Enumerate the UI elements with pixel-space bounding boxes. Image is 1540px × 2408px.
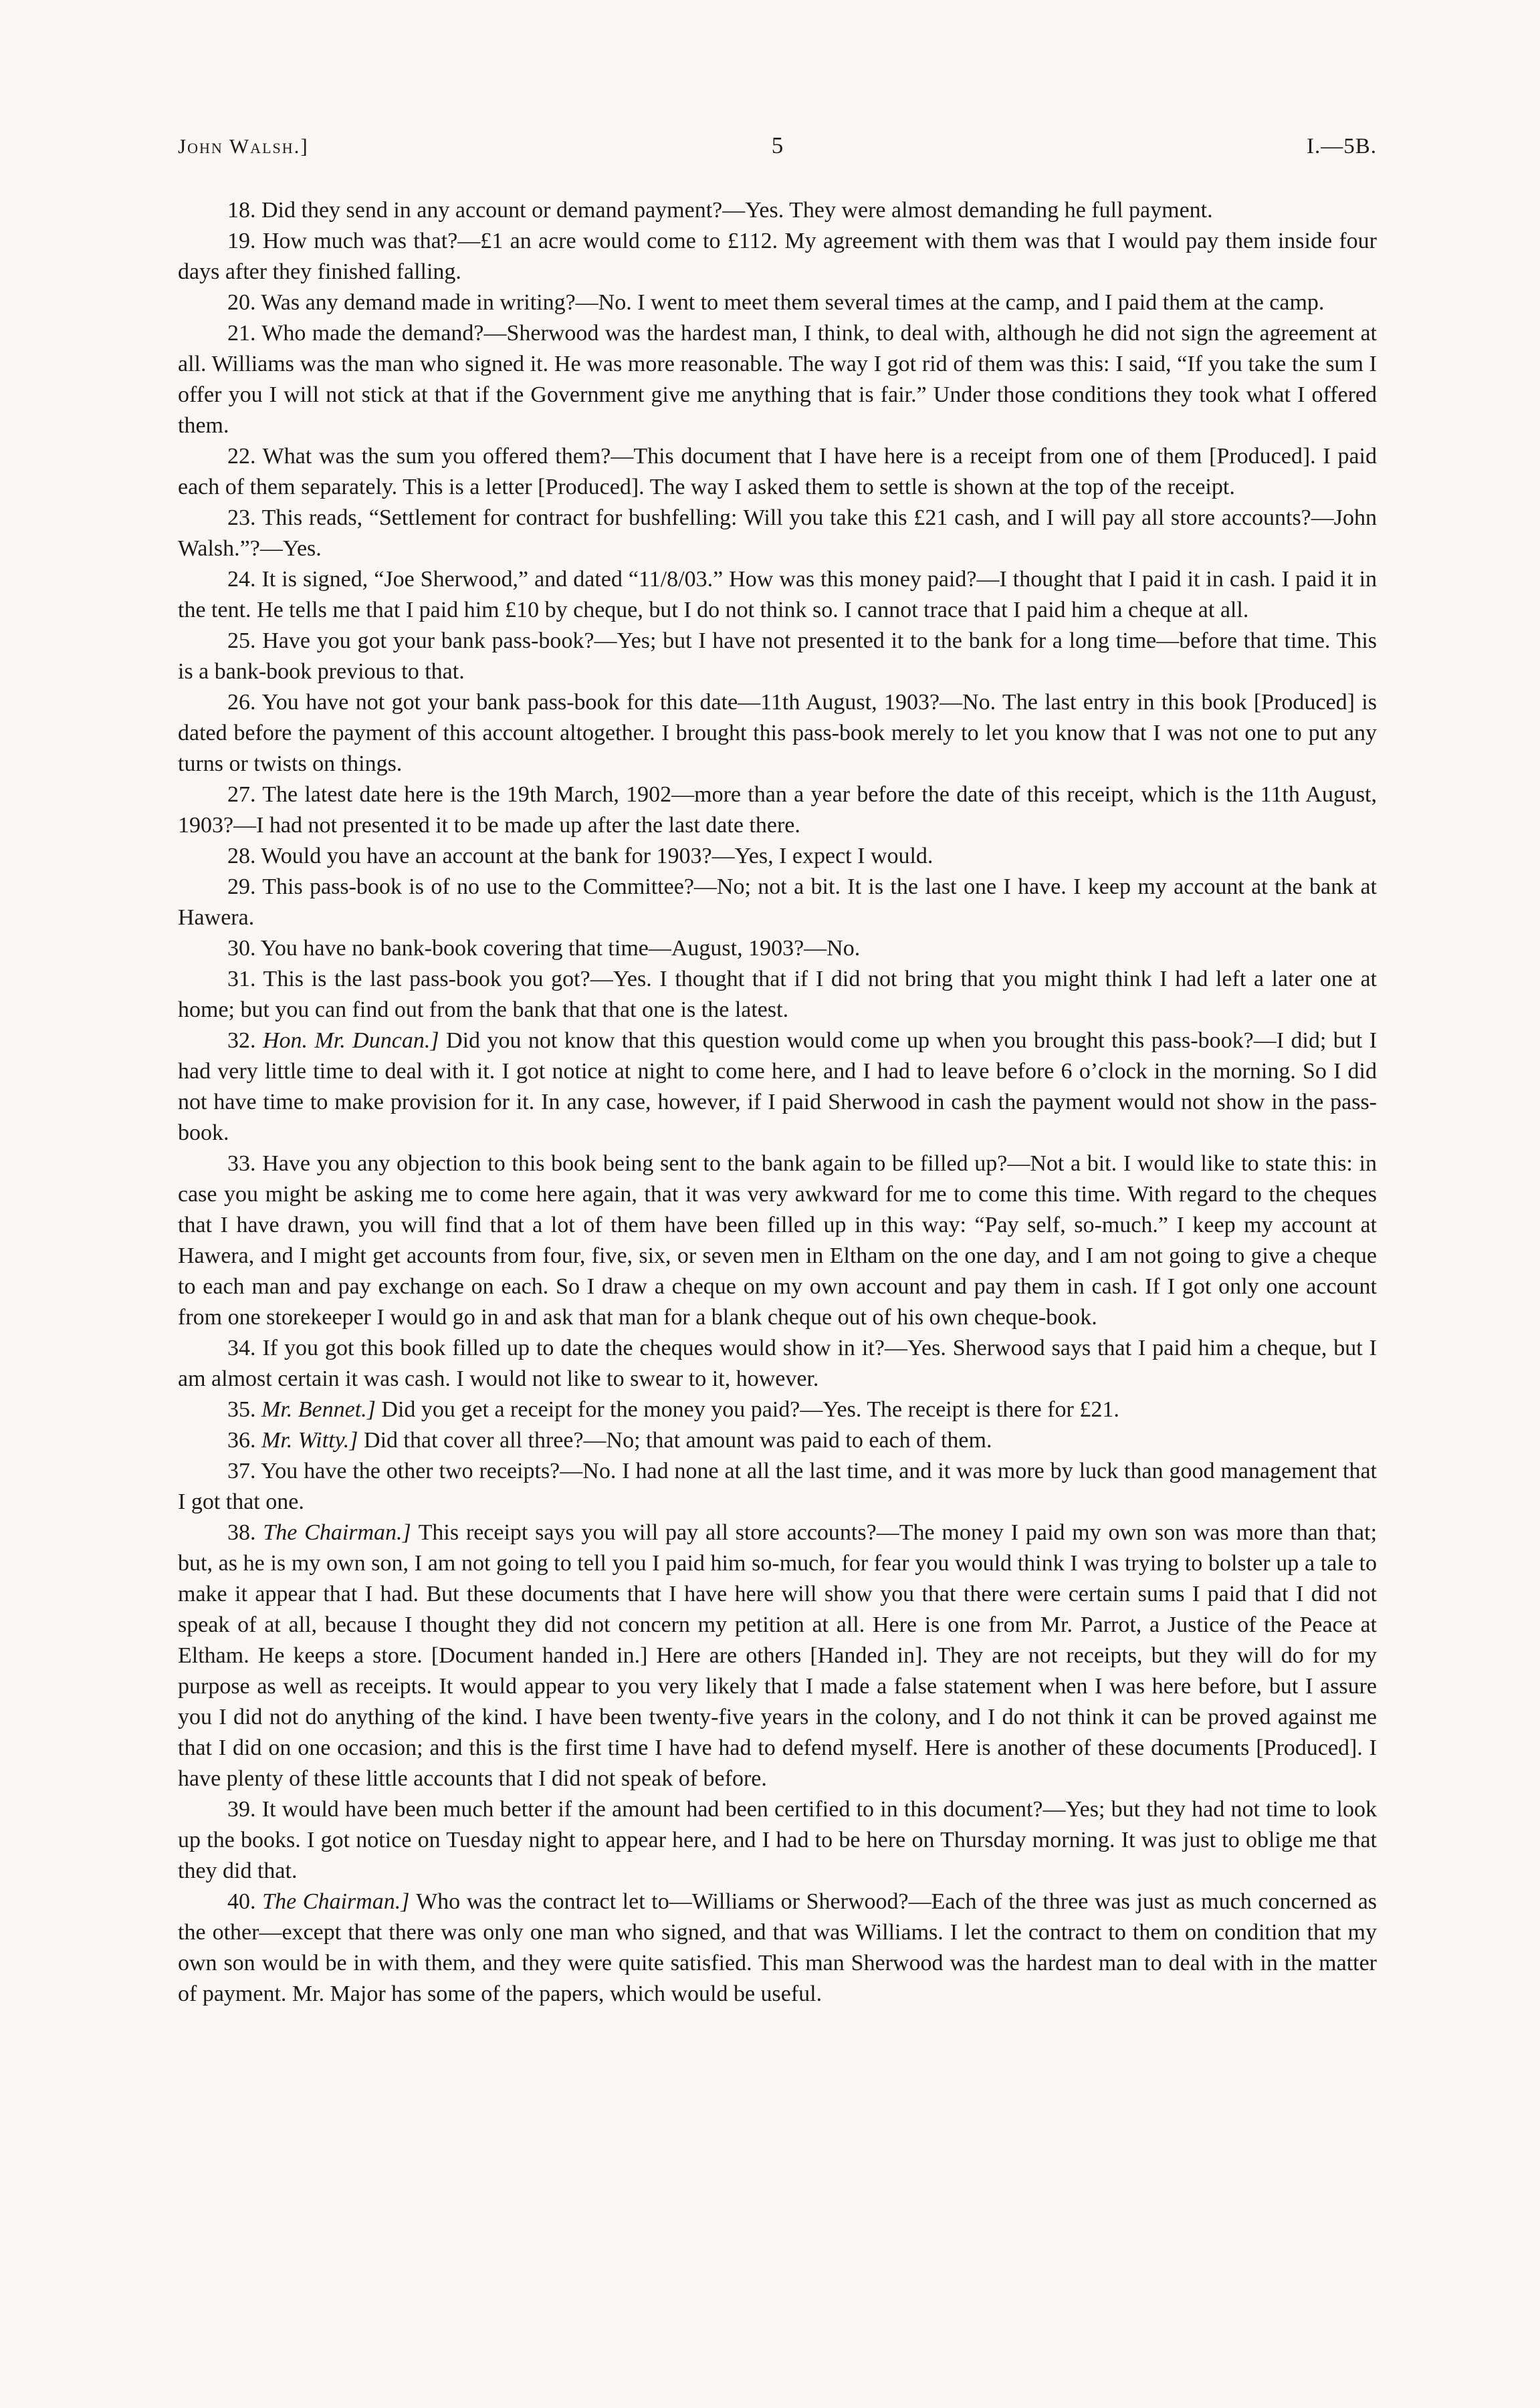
question-number: 22. <box>227 444 263 469</box>
testimony-paragraph <box>178 287 1377 318</box>
question-number: 38. <box>227 1520 263 1545</box>
testimony-paragraph <box>178 872 1377 933</box>
question-number: 25. <box>227 628 263 653</box>
testimony-paragraph <box>178 841 1377 872</box>
page-number: 5 <box>771 132 784 158</box>
testimony-paragraph <box>178 1149 1377 1333</box>
testimony-paragraph <box>178 1456 1377 1518</box>
question-number: 31. <box>227 967 263 991</box>
question-number: 19. <box>227 229 263 253</box>
running-head-speaker: John Walsh.] <box>178 134 309 158</box>
paragraph-text: Have you got your bank pass-book?—Yes; but I have not presented it to the bank for a long time—before that time. This is a bank-book previous to that. <box>178 628 1378 684</box>
question-number: 33. <box>227 1151 263 1176</box>
testimony-paragraph <box>178 318 1377 441</box>
paragraph-text: This reads, “Settlement for contract for bushfelling: Will you take this £21 cash, and I will pay all store accounts?—John Walsh.”?—Yes. <box>178 505 1377 561</box>
paragraph-text: This pass-book is of no use to the Committee?—No; not a bit. It is the last one I have. I keep my account at the bank at Hawera. <box>178 874 1377 930</box>
testimony-paragraph <box>178 933 1377 964</box>
speaker-name: The Chairman.] <box>263 1520 419 1545</box>
paragraph-text: It is signed, “Joe Sherwood,” and dated “11/8/03.” How was this money paid?—I thought that I paid it in cash. I paid it in the tent. He tells me that I paid him £10 by cheque, but I do not think so. I cannot trace that I paid him a cheque at all. <box>178 567 1378 622</box>
question-number: 28. <box>227 844 261 868</box>
question-number: 18. <box>227 198 261 223</box>
paragraph-text: Did they send in any account or demand payment?—Yes. They were almost demanding he full payment. <box>261 198 1213 223</box>
question-number: 21. <box>227 321 262 346</box>
question-number: 30. <box>227 936 261 961</box>
speaker-name: Mr. Bennet.] <box>261 1397 382 1422</box>
testimony-paragraph <box>178 1518 1377 1794</box>
question-number: 36. <box>227 1428 261 1453</box>
speaker-name: Mr. Witty.] <box>261 1428 364 1453</box>
paragraph-text: Would you have an account at the bank for 1903?—Yes, I expect I would. <box>261 844 933 868</box>
question-number: 39. <box>227 1797 262 1822</box>
testimony-paragraph <box>178 626 1377 687</box>
testimony-paragraph <box>178 503 1377 564</box>
testimony-paragraph <box>178 564 1377 626</box>
testimony-paragraph <box>178 1887 1377 2010</box>
testimony-paragraph <box>178 226 1377 287</box>
paragraph-text: How much was that?—£1 an acre would come to £112. My agreement with them was that I would pay them inside four days after they finished falling. <box>178 229 1378 284</box>
question-number: 27. <box>227 782 263 807</box>
question-number: 29. <box>227 874 263 899</box>
question-number: 26. <box>227 690 262 715</box>
paragraph-text: This receipt says you will pay all store accounts?—The money I paid my own son was more than that; but, as he is my own son, I am not going to tell you I paid him so-much, for fear you would think I was trying to bolster up a tale to make it appear that I had. But these documents that I have here will show you that there were certain sums I paid that I did not speak of at all, because I thought they did not concern my petition at all. Here is one from Mr. Parrot, a Justice of the Peace at Eltham. He keeps a store. [Document handed in.] Here are others [Handed in]. They are not receipts, but they will do for my purpose as well as receipts. It would appear to you very likely that I made a false statement when I was here before, but I assure you I did not do anything of the kind. I have been twenty-five years in the colony, and I do not think it can be proved against me that I did on one occasion; and this is the first time I have had to defend myself. Here is another of these documents [Produced]. I have plenty of these little accounts that I did not speak of before. <box>178 1520 1378 1791</box>
testimony-paragraph <box>178 779 1377 841</box>
paragraph-text: Who made the demand?—Sherwood was the hardest man, I think, to deal with, although he did not sign the agreement at all. Williams was the man who signed it. He was more reasonable. The way I got rid of them was this: I said, “If you take the sum I offer you I will not stick at that if the Government give me anything that is fair.” Under those conditions they took what I offered them. <box>178 321 1377 438</box>
paragraph-text: Did that cover all three?—No; that amount was paid to each of them. <box>364 1428 992 1453</box>
testimony-paragraph <box>178 964 1377 1026</box>
paragraph-text: Was any demand made in writing?—No. I went to meet them several times at the camp, and I paid them at the camp. <box>261 290 1325 315</box>
paragraph-text: Who was the contract let to—Williams or Sherwood?—Each of the three was just as much concerned as the other—except that there was only one man who signed, and that was Williams. I let the contract to them on condition that my own son would be in with them, and they were quite satisfied. This man Sherwood was the hardest man to deal with in the matter of payment. Mr. Major has some of the papers, which would be useful. <box>178 1889 1378 2006</box>
page-header <box>178 132 1377 159</box>
testimony-paragraph <box>178 441 1377 503</box>
speaker-name: The Chairman.] <box>262 1889 417 1914</box>
testimony-paragraph <box>178 195 1377 226</box>
question-number: 35. <box>227 1397 261 1422</box>
paragraph-text: What was the sum you offered them?—This document that I have here is a receipt from one of them [Produced]. I paid each of them separately. This is a letter [Produced]. The way I asked them to settle is shown at the top of the receipt. <box>178 444 1378 499</box>
question-number: 24. <box>227 567 262 592</box>
testimony-paragraph <box>178 1395 1377 1425</box>
question-number: 34. <box>227 1336 263 1360</box>
section-reference: I.—5B. <box>1307 134 1377 158</box>
section-reference-container <box>783 134 1377 159</box>
testimony-paragraph <box>178 1333 1377 1395</box>
question-number: 32. <box>227 1028 263 1053</box>
testimony-paragraph <box>178 1794 1377 1887</box>
paragraph-text: Did you get a receipt for the money you paid?—Yes. The receipt is there for £21. <box>381 1397 1119 1422</box>
paragraph-text: You have not got your bank pass-book for this date—11th August, 1903?—No. The last entry in this book [Produced] is dated before the payment of this account altogether. I brought this pass-book merely to let you know that I was not one to put any turns or twists on things. <box>178 690 1377 776</box>
question-number: 40. <box>227 1889 263 1914</box>
paragraph-text: Did you not know that this question would come up when you brought this pass-book?—I did; but I had very little time to deal with it. I got notice at night to come here, and I had to leave before 6 o’clock in the morning. So I did not have time to make provision for it. In any case, however, if I paid Sherwood in cash the payment would not show in the pass-book. <box>178 1028 1378 1145</box>
paragraph-text: Have you any objection to this book being sent to the bank again to be filled up?—Not a bit. I would like to state this: in case you might be asking me to come here again, that it was very awkward for me to come this time. With regard to the cheques that I have drawn, you will find that a lot of them have been filled up in this way: “Pay self, so-much.” I keep my account at Hawera, and I might get accounts from four, five, six, or seven men in Eltham on the one day, and I am not going to give a cheque to each man and pay exchange on each. So I draw a cheque on my own account and pay them in cash. If I got only one account from one storekeeper I would go in and ask that man for a blank cheque out of his own cheque-book. <box>178 1151 1377 1330</box>
running-head-container <box>178 134 772 158</box>
paragraph-text: You have the other two receipts?—No. I had none at all the last time, and it was more by luck than good management that I got that one. <box>178 1459 1377 1514</box>
paragraph-text: You have no bank-book covering that time—August, 1903?—No. <box>260 936 861 961</box>
paragraph-text: This is the last pass-book you got?—Yes. I thought that if I did not bring that you might think I had left a later one at home; but you can find out from the bank that that one is the latest. <box>178 967 1378 1022</box>
paragraph-text: The latest date here is the 19th March, 1902—more than a year before the date of this receipt, which is the 11th August, 1903?—I had not presented it to be made up after the last date there. <box>178 782 1378 838</box>
speaker-name: Hon. Mr. Duncan.] <box>262 1028 447 1053</box>
testimony-paragraph <box>178 687 1377 779</box>
question-number: 20. <box>227 290 261 315</box>
testimony-paragraph <box>178 1026 1377 1149</box>
question-number: 37. <box>227 1459 261 1483</box>
page-number-container <box>772 132 784 159</box>
paragraph-text: If you got this book filled up to date the cheques would show in it?—Yes. Sherwood says that I paid him a cheque, but I am almost certain it was cash. I would not like to swear to it, however. <box>178 1336 1377 1391</box>
paragraph-text: It would have been much better if the amount had been certified to in this document?—Yes; but they had not time to look up the books. I got notice on Tuesday night to appear here, and I had to be here on Thursday morning. It was just to oblige me that they did that. <box>178 1797 1378 1883</box>
testimony-paragraph <box>178 1425 1377 1456</box>
question-number: 23. <box>227 505 262 530</box>
testimony-body <box>178 195 1377 2010</box>
